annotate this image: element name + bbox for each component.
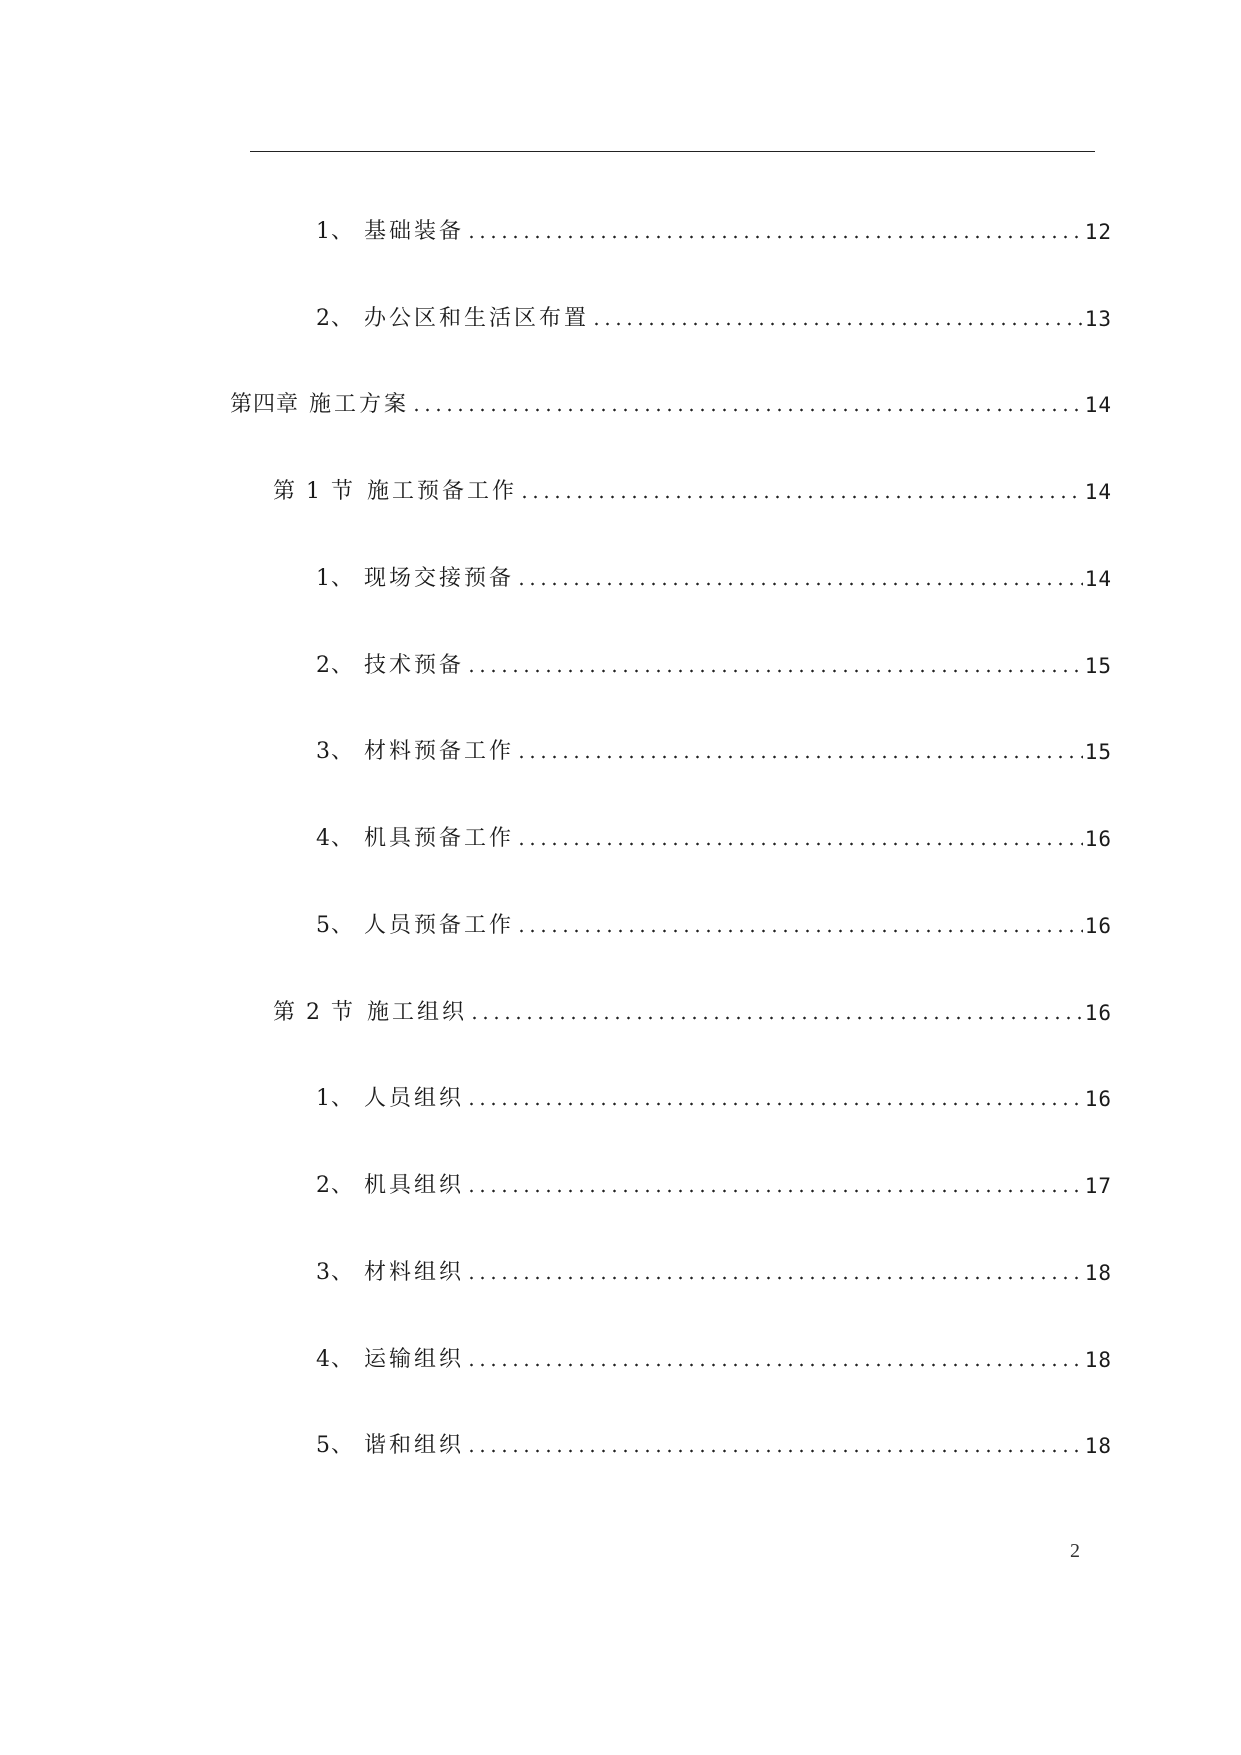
toc-entry-page: 13	[1084, 307, 1112, 331]
dot-leader	[466, 669, 1083, 673]
toc-entry-page: 14	[1084, 480, 1112, 504]
toc-entry-title: 现场交接预备	[364, 566, 515, 591]
dot-leader	[519, 495, 1083, 499]
toc-entry[interactable]	[316, 1161, 1112, 1197]
toc-entry[interactable]	[316, 1248, 1112, 1284]
toc-entry-section[interactable]	[273, 467, 1112, 503]
toc-entry-number: 2、	[316, 1173, 354, 1198]
dot-leader	[411, 408, 1083, 412]
toc-entry[interactable]	[316, 727, 1112, 763]
toc-entry-page: 18	[1084, 1434, 1112, 1458]
toc-entry-title: 谐和组织	[364, 1433, 465, 1458]
dot-leader	[466, 1102, 1083, 1106]
toc-entry-page: 18	[1084, 1348, 1112, 1372]
toc-entry-page: 16	[1084, 1087, 1112, 1111]
toc-entry[interactable]	[316, 814, 1112, 850]
toc-entry[interactable]	[316, 554, 1112, 590]
toc-entry-page: 16	[1084, 1001, 1112, 1025]
toc-entry-page: 15	[1084, 654, 1112, 678]
dot-leader	[516, 755, 1083, 759]
toc-entry-title: 施工组织	[366, 1000, 467, 1025]
toc-entry-page: 16	[1084, 914, 1112, 938]
toc-entry-page: 14	[1084, 567, 1112, 591]
toc-entry-number: 4、	[316, 1347, 354, 1372]
dot-leader	[466, 1276, 1083, 1280]
toc-entry-number: 第 1 节	[273, 479, 355, 504]
toc-entry-title: 人员预备工作	[364, 913, 515, 938]
toc-entry[interactable]	[316, 294, 1112, 330]
toc-entry-page: 17	[1084, 1174, 1112, 1198]
toc-entry-number: 1、	[316, 566, 354, 591]
toc-entry-page: 18	[1084, 1261, 1112, 1285]
dot-leader	[591, 322, 1083, 326]
dot-leader	[516, 842, 1083, 846]
toc-entry[interactable]	[316, 1074, 1112, 1110]
toc-entry-number: 2、	[316, 653, 354, 678]
toc-entry-title: 办公区和生活区布置	[364, 306, 590, 331]
toc-entry-number: 1、	[316, 219, 354, 244]
dot-leader	[466, 235, 1083, 239]
toc-entry-page: 16	[1084, 827, 1112, 851]
toc-entry-title: 基础装备	[364, 219, 465, 244]
toc-entry[interactable]	[316, 641, 1112, 677]
dot-leader	[516, 582, 1083, 586]
toc-entry-title: 机具预备工作	[364, 826, 515, 851]
toc-entry-title: 施工方案	[309, 392, 410, 417]
toc-entry-page: 14	[1084, 393, 1112, 417]
toc-entry-number: 第 2 节	[273, 1000, 355, 1025]
toc-entry-number: 3、	[316, 1260, 354, 1285]
dot-leader	[466, 1363, 1083, 1367]
toc-entry-number: 3、	[316, 739, 354, 764]
toc-entry-chapter[interactable]	[230, 380, 1112, 416]
toc-entry-section[interactable]	[273, 988, 1112, 1024]
toc-entry[interactable]	[316, 207, 1112, 243]
toc-entry-title: 运输组织	[364, 1347, 465, 1372]
toc-entry-number: 1、	[316, 1086, 354, 1111]
toc-entry[interactable]	[316, 901, 1112, 937]
toc-entry-number: 2、	[316, 306, 354, 331]
toc-entry-title: 施工预备工作	[366, 479, 517, 504]
dot-leader	[469, 1016, 1083, 1020]
toc-entry[interactable]	[316, 1335, 1112, 1371]
dot-leader	[466, 1449, 1083, 1453]
toc-entry-number: 第四章	[230, 392, 300, 417]
toc-entry-number: 5、	[316, 1433, 354, 1458]
toc-entry-title: 人员组织	[364, 1086, 465, 1111]
toc-entry-number: 4、	[316, 826, 354, 851]
dot-leader	[516, 929, 1083, 933]
toc-entry-number: 5、	[316, 913, 354, 938]
toc-entry-page: 15	[1084, 740, 1112, 764]
toc-entry-title: 技术预备	[364, 653, 465, 678]
toc-entry-title: 材料组织	[364, 1260, 465, 1285]
toc-entry-title: 机具组织	[364, 1173, 465, 1198]
toc-entry-page: 12	[1084, 220, 1112, 244]
toc-entry[interactable]	[316, 1421, 1112, 1457]
page-number: 2	[1070, 1540, 1080, 1562]
toc-entry-title: 材料预备工作	[364, 739, 515, 764]
dot-leader	[466, 1189, 1083, 1193]
